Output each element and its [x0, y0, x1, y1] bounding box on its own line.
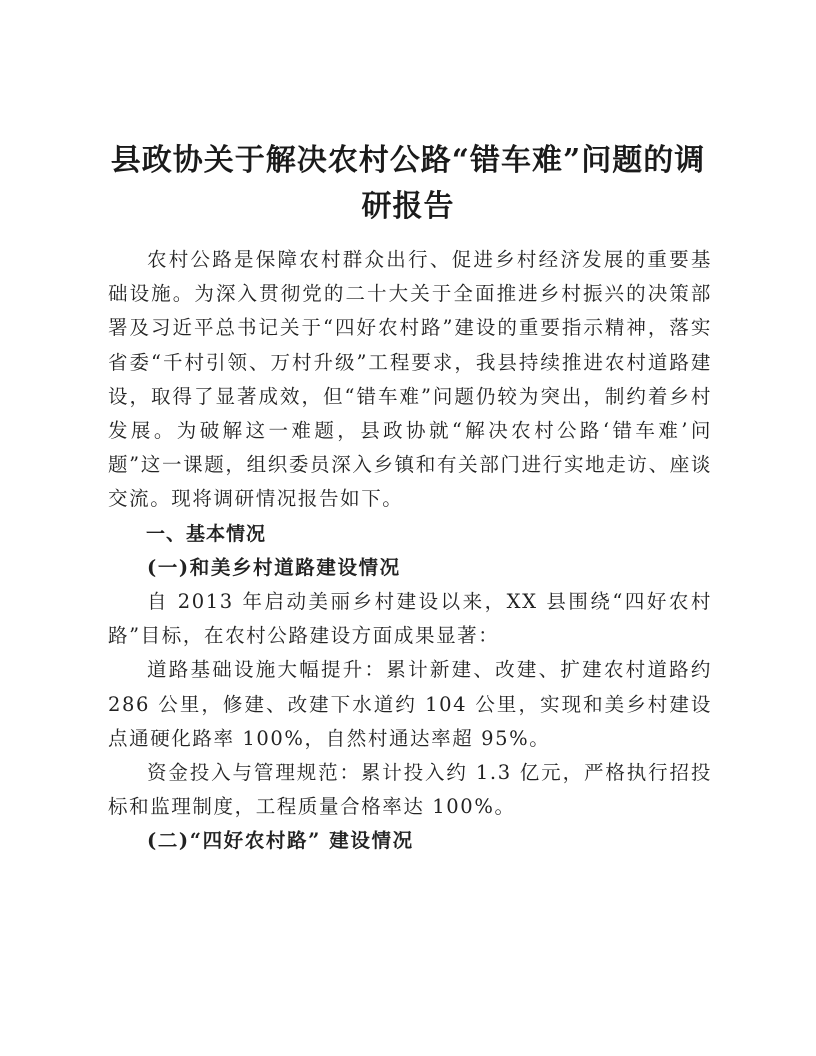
paragraph-funding: 资金投入与管理规范：累计投入约 1.3 亿元，严格执行招投标和监理制度，工程质量合格率达 100%。: [108, 761, 712, 819]
subsection-heading-four-good-roads: (二)“四好农村路” 建设情况: [147, 829, 414, 853]
paragraph-infrastructure: 道路基础设施大幅提升：累计新建、改建、扩建农村道路约 286 公里，修建、改建下水道约 104 公里，实现和美乡村建设点通硬化路率 100%，自然村通达率超 95%。: [108, 658, 712, 750]
document-title: 县政协关于解决农村公路“错车难”问题的调研报告: [110, 143, 706, 224]
section-heading-basic-situation: 一、基本情况: [146, 522, 267, 545]
intro-paragraph: 农村公路是保障农村群众出行、促进乡村经济发展的重要基础设施。为深入贯彻党的二十大关于全面推进乡村振兴的决策部署及习近平总书记关于“四好农村路”建设的重要指示精神，落实省委“千村引领、万村升级”工程要求，我县持续推进农村道路建设，取得了显著成效，但“错车难”问题仍较为突出，制约着乡村发展。为破解这一难题，县政协就“解决农村公路‘错车难’问题”这一课题，组织委员深入乡镇和有关部门进行实地走访、座谈交流。现将调研情况报告如下。: [108, 248, 712, 511]
subsection-heading-village-roads: (一)和美乡村道路建设情况: [147, 555, 401, 579]
paragraph-since-2013: 自 2013 年启动美丽乡村建设以来，XX 县围绕“四好农村路”目标，在农村公路建设方面成果显著：: [108, 590, 712, 648]
document-body: [108, 243, 712, 859]
